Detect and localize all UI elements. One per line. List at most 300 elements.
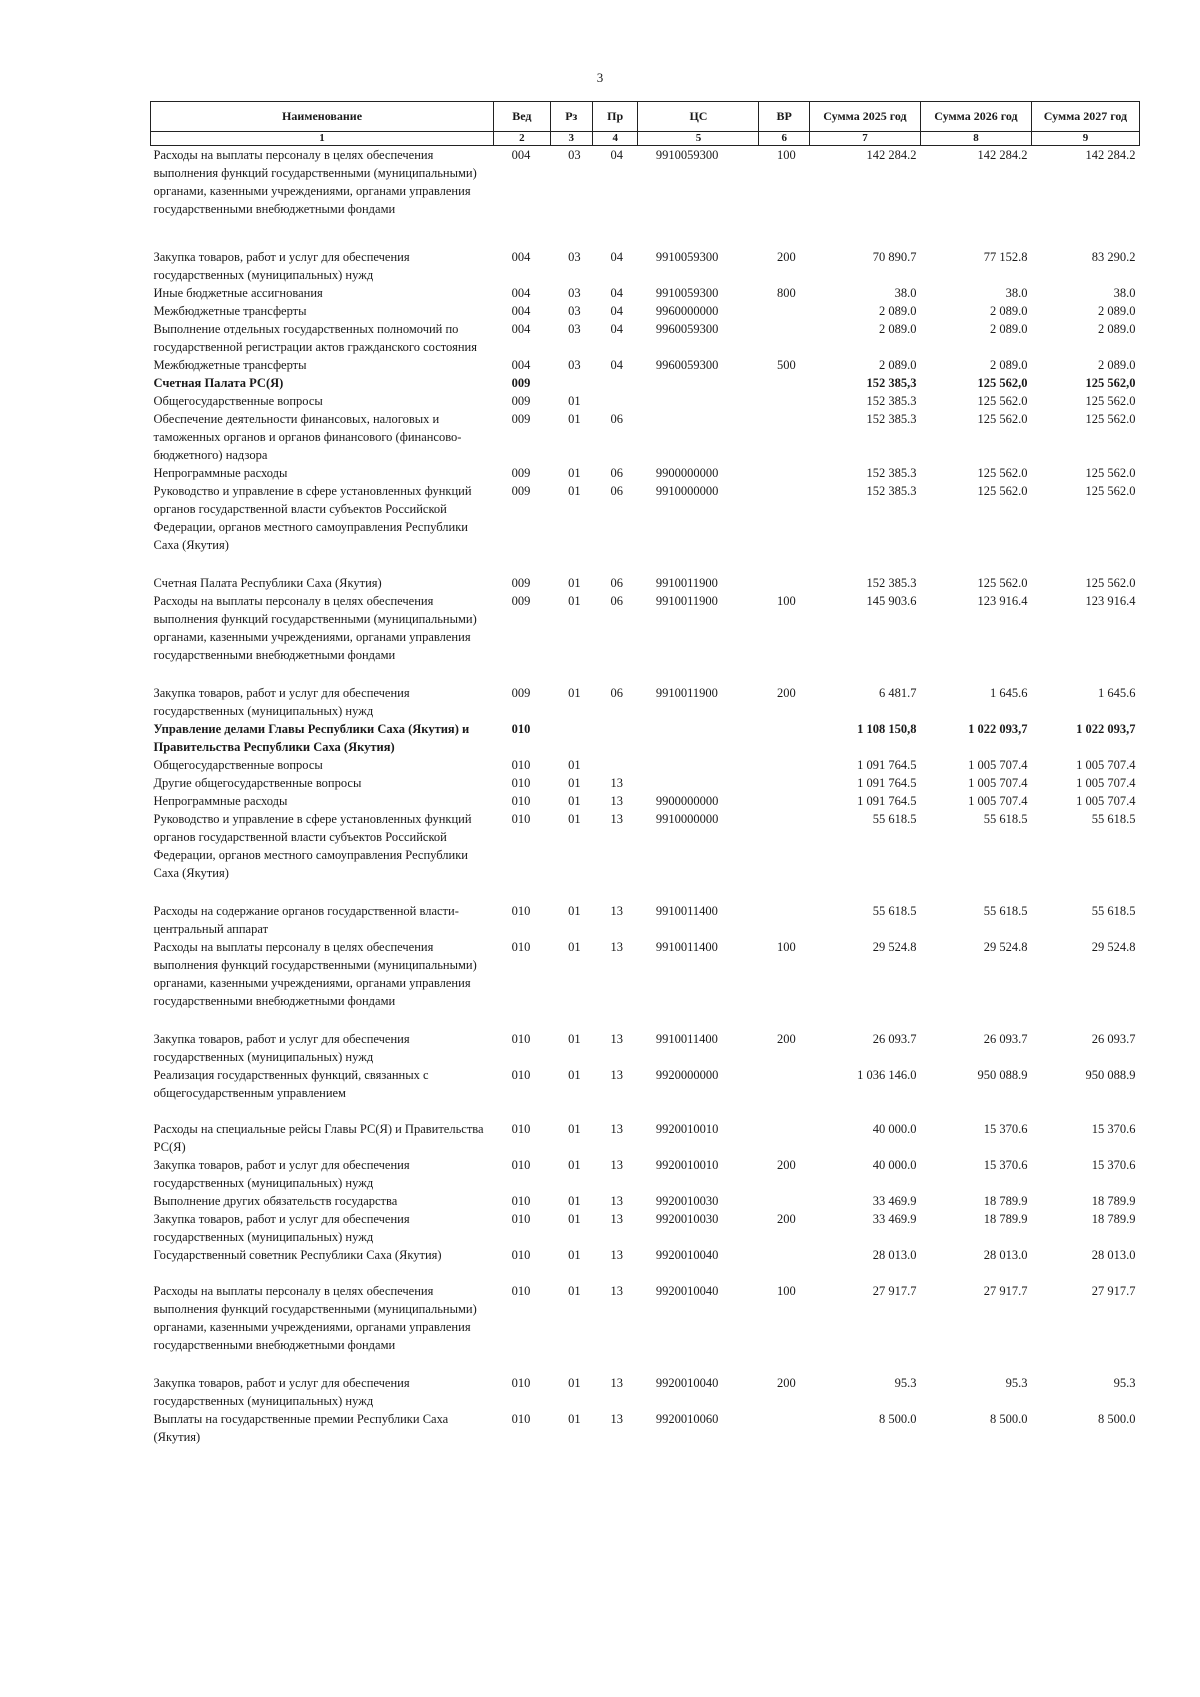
row-cs: 9960059300 [655,322,719,336]
table-header-row [151,102,1140,132]
row-sum-2026: 1 005 707.4 [968,776,1028,790]
row-sum-2025: 1 091 764.5 [857,758,917,772]
row-sum-2026: 55 618.5 [983,812,1028,826]
row-pr [592,392,637,410]
row-sum-2025: 33 469.9 [872,1212,917,1226]
row-ved: 010 [511,1158,531,1172]
row-pr: 06 [610,576,623,590]
row-ved: 010 [511,904,531,918]
row-ved: 010 [511,1194,531,1208]
row-rz: 03 [568,286,581,300]
row-sum-2027: 8 500.0 [1098,1412,1136,1426]
row-pr: 04 [610,304,623,318]
row-rz: 01 [568,1068,581,1082]
table-row [151,482,1140,574]
row-ved: 004 [511,250,531,264]
row-sum-2025: 152 385.3 [866,576,917,590]
row-name: Другие общегосударственные вопросы [153,776,362,790]
row-sum-2026: 125 562.0 [977,576,1028,590]
row-sum-2027: 83 290.2 [1091,250,1136,264]
row-sum-2027: 26 093.7 [1091,1032,1136,1046]
row-ved: 004 [511,148,531,162]
table-row [151,1282,1140,1374]
row-sum-2026: 27 917.7 [983,1284,1028,1298]
row-rz: 01 [568,776,581,790]
row-sum-2026: 15 370.6 [983,1158,1028,1172]
table-row [151,792,1140,810]
row-sum-2025: 8 500.0 [878,1412,917,1426]
column-number: 2 [494,132,551,146]
row-rz: 01 [568,1412,581,1426]
row-sum-2026: 1 645.6 [989,686,1028,700]
row-rz: 01 [568,1376,581,1390]
row-name: Расходы на содержание органов государственной власти- центральный аппарат [153,904,459,936]
row-rz: 03 [568,148,581,162]
column-number: 8 [920,132,1031,146]
table-row [151,1066,1140,1120]
table-row [151,302,1140,320]
row-name: Иные бюджетные ассигнования [153,286,323,300]
row-vr [759,720,809,756]
column-number: 4 [592,132,637,146]
row-pr: 04 [610,250,623,264]
row-pr [592,720,637,756]
row-sum-2025: 27 917.7 [872,1284,917,1298]
row-sum-2025: 2 089.0 [878,358,917,372]
row-pr: 13 [610,1194,623,1208]
column-number: 1 [151,132,494,146]
row-rz: 01 [568,1122,581,1136]
row-sum-2026: 1 005 707.4 [968,794,1028,808]
table-row [151,592,1140,684]
header-pr: Пр [592,102,637,132]
table-row [151,1410,1140,1446]
row-sum-2025: 142 284.2 [866,148,917,162]
row-vr: 100 [776,940,796,954]
row-vr [759,410,809,464]
row-vr: 200 [776,1032,796,1046]
row-sum-2027: 29 524.8 [1091,940,1136,954]
row-pr: 13 [610,794,623,808]
row-cs: 9910000000 [655,812,719,826]
row-sum-2027: 2 089.0 [1098,322,1136,336]
page-number: 3 [596,70,604,85]
row-name: Расходы на выплаты персоналу в целях обеспечения выполнения функций государственными (муниципальными) органами, казенными учреждениями, органами управления государственными внебюджетными фондами [153,940,477,1008]
row-name: Руководство и управление в сфере установленных функций органов государственной власти субъектов Российской Федерации, органов местного самоуправления Республики Саха (Якутия) [153,484,472,552]
row-name: Закупка товаров, работ и услуг для обеспечения государственных (муниципальных) нужд [153,1158,410,1190]
budget-table [150,101,1140,1446]
row-ved: 010 [511,1284,531,1298]
row-ved: 004 [511,286,531,300]
row-name: Расходы на выплаты персоналу в целях обеспечения выполнения функций государственными (муниципальными) органами, казенными учреждениями, органами управления государственными внебюджетными фондами [153,148,477,216]
row-sum-2027: 1 645.6 [1098,686,1136,700]
row-name: Руководство и управление в сфере установленных функций органов государственной власти субъектов Российской Федерации, органов местного самоуправления Республики Саха (Якутия) [153,812,472,880]
row-pr: 13 [610,812,623,826]
row-rz: 01 [568,904,581,918]
row-pr: 13 [610,904,623,918]
row-sum-2025: 152 385.3 [866,394,917,408]
table-row [151,1120,1140,1156]
row-sum-2026: 26 093.7 [983,1032,1028,1046]
row-vr [759,1410,809,1446]
row-sum-2027: 125 562,0 [1085,376,1136,390]
row-pr: 06 [610,484,623,498]
row-sum-2026: 2 089.0 [989,322,1028,336]
row-sum-2026: 125 562.0 [977,412,1028,426]
row-name: Межбюджетные трансферты [153,358,307,372]
row-pr: 06 [610,686,623,700]
row-cs: 9920010060 [655,1412,719,1426]
row-sum-2025: 152 385.3 [866,484,917,498]
row-name: Закупка товаров, работ и услуг для обеспечения государственных (муниципальных) нужд [153,1376,410,1408]
row-cs: 9910011900 [655,576,718,590]
row-ved: 009 [511,394,531,408]
row-pr: 06 [610,466,623,480]
row-sum-2025: 40 000.0 [872,1158,917,1172]
row-cs: 9900000000 [655,794,719,808]
row-sum-2026: 38.0 [1005,286,1028,300]
row-cs: 9960059300 [655,358,719,372]
row-name: Государственный советник Республики Саха (Якутия) [153,1248,442,1262]
row-cs [638,756,759,774]
row-pr: 13 [610,1158,623,1172]
row-rz [550,374,592,392]
row-ved: 010 [511,794,531,808]
row-rz: 01 [568,412,581,426]
row-sum-2026: 95.3 [1005,1376,1028,1390]
row-sum-2025: 2 089.0 [878,322,917,336]
table-row [151,1374,1140,1410]
row-sum-2027: 1 005 707.4 [1076,776,1136,790]
row-pr: 13 [610,1032,623,1046]
table-row [151,464,1140,482]
row-vr: 100 [776,1284,796,1298]
row-name: Выполнение других обязательств государства [153,1194,398,1208]
row-rz: 03 [568,304,581,318]
row-cs: 9910059300 [655,250,719,264]
row-rz: 01 [568,940,581,954]
row-sum-2027: 125 562.0 [1085,576,1136,590]
table-row [151,720,1140,756]
row-ved: 004 [511,304,531,318]
table-row [151,756,1140,774]
row-vr [759,302,809,320]
row-rz: 01 [568,394,581,408]
row-sum-2027: 55 618.5 [1091,904,1136,918]
row-ved: 010 [511,812,531,826]
row-sum-2026: 18 789.9 [983,1212,1028,1226]
table-row [151,410,1140,464]
row-rz: 03 [568,250,581,264]
column-number: 3 [550,132,592,146]
row-vr: 500 [776,358,796,372]
row-sum-2027: 28 013.0 [1091,1248,1136,1262]
row-ved: 009 [511,594,531,608]
row-pr: 04 [610,286,623,300]
row-sum-2025: 1 036 146.0 [857,1068,917,1082]
row-sum-2026: 77 152.8 [983,250,1028,264]
row-cs: 9900000000 [655,466,719,480]
row-sum-2026: 55 618.5 [983,904,1028,918]
row-cs: 9920010040 [655,1248,719,1262]
row-name: Расходы на выплаты персоналу в целях обеспечения выполнения функций государственными (муниципальными) органами, казенными учреждениями, органами управления государственными внебюджетными фондами [153,1284,477,1352]
header-sum-2025: Сумма 2025 год [809,102,920,132]
row-cs [638,392,759,410]
row-cs: 9920010010 [655,1158,719,1172]
row-vr [759,1192,809,1210]
row-sum-2026: 8 500.0 [989,1412,1028,1426]
row-vr [759,392,809,410]
row-rz: 01 [568,1158,581,1172]
row-sum-2027: 95.3 [1113,1376,1136,1390]
row-vr: 200 [776,1376,796,1390]
row-name: Закупка товаров, работ и услуг для обеспечения государственных (муниципальных) нужд [153,250,410,282]
header-sum-2027: Сумма 2027 год [1031,102,1139,132]
row-sum-2025: 70 890.7 [872,250,917,264]
row-sum-2026: 2 089.0 [989,358,1028,372]
row-ved: 004 [511,358,531,372]
row-pr: 06 [610,412,623,426]
table-row [151,1246,1140,1282]
row-sum-2025: 1 108 150,8 [857,722,917,736]
row-sum-2027: 55 618.5 [1091,812,1136,826]
row-sum-2025: 29 524.8 [872,940,917,954]
row-cs: 9960000000 [655,304,719,318]
table-row [151,574,1140,592]
row-sum-2025: 152 385.3 [866,412,917,426]
row-vr [759,774,809,792]
row-pr: 06 [610,594,623,608]
table-row [151,1192,1140,1210]
row-sum-2025: 145 903.6 [866,594,917,608]
row-sum-2027: 1 005 707.4 [1076,794,1136,808]
row-sum-2025: 28 013.0 [872,1248,917,1262]
row-name: Расходы на специальные рейсы Главы РС(Я) и Правительства РС(Я) [153,1122,484,1154]
row-cs: 9920010030 [655,1212,719,1226]
row-name: Закупка товаров, работ и услуг для обеспечения государственных (муниципальных) нужд [153,686,410,718]
row-sum-2026: 125 562.0 [977,466,1028,480]
row-name: Реализация государственных функций, связанных с общегосударственным управлением [153,1068,429,1100]
row-vr [759,1246,809,1282]
row-pr: 13 [610,1376,623,1390]
table-row [151,684,1140,720]
row-pr: 13 [610,1212,623,1226]
row-pr: 13 [610,1122,623,1136]
row-sum-2027: 18 789.9 [1091,1194,1136,1208]
table-row [151,774,1140,792]
row-name: Управление делами Главы Республики Саха (Якутия) и Правительства Республики Саха (Якутия) [153,722,470,754]
row-sum-2027: 2 089.0 [1098,304,1136,318]
row-sum-2027: 15 370.6 [1091,1158,1136,1172]
row-sum-2026: 15 370.6 [983,1122,1028,1136]
row-cs: 9910011900 [655,594,718,608]
row-vr [759,464,809,482]
row-ved: 009 [511,466,531,480]
row-ved: 009 [511,412,531,426]
row-rz: 01 [568,1212,581,1226]
row-pr: 13 [610,1284,623,1298]
row-ved: 010 [511,1122,531,1136]
row-ved: 010 [511,1412,531,1426]
row-cs: 9910011400 [655,1032,718,1046]
row-pr [592,374,637,392]
row-name: Непрограммные расходы [153,466,288,480]
column-number: 6 [759,132,809,146]
row-vr [759,374,809,392]
row-sum-2027: 125 562.0 [1085,394,1136,408]
row-sum-2027: 2 089.0 [1098,358,1136,372]
row-name: Общегосударственные вопросы [153,758,323,772]
header-cs: ЦС [638,102,759,132]
row-cs [638,374,759,392]
row-name: Непрограммные расходы [153,794,288,808]
table-row [151,248,1140,284]
row-pr: 13 [610,1412,623,1426]
row-name: Выплаты на государственные премии Республики Саха (Якутия) [153,1412,449,1444]
row-sum-2027: 125 562.0 [1085,466,1136,480]
row-ved: 010 [511,1376,531,1390]
row-sum-2025: 2 089.0 [878,304,917,318]
column-number: 7 [809,132,920,146]
row-vr [759,1066,809,1120]
row-rz: 01 [568,686,581,700]
row-rz: 01 [568,794,581,808]
header-vr: ВР [759,102,809,132]
row-vr: 200 [776,1212,796,1226]
row-sum-2026: 1 022 093,7 [968,722,1028,736]
row-sum-2026: 125 562,0 [977,376,1028,390]
row-name: Закупка товаров, работ и услуг для обеспечения государственных (муниципальных) нужд [153,1032,410,1064]
table-row [151,284,1140,302]
row-pr: 13 [610,1248,623,1262]
table-row [151,810,1140,902]
row-ved: 010 [511,758,531,772]
row-sum-2026: 28 013.0 [983,1248,1028,1262]
row-ved: 009 [511,576,531,590]
row-cs: 9920010010 [655,1122,719,1136]
row-vr [759,902,809,938]
row-ved: 009 [511,484,531,498]
row-cs: 9910059300 [655,148,719,162]
row-name: Обеспечение деятельности финансовых, налоговых и таможенных органов и органов финансового (финансово-бюджетного) надзора [153,412,462,462]
row-rz: 01 [568,758,581,772]
row-cs: 9920010040 [655,1376,719,1390]
row-rz: 01 [568,576,581,590]
row-sum-2026: 125 562.0 [977,394,1028,408]
row-sum-2027: 125 562.0 [1085,412,1136,426]
table-row [151,938,1140,1030]
row-ved: 010 [511,1248,531,1262]
table-row [151,320,1140,356]
row-vr [759,810,809,902]
row-sum-2026: 123 916.4 [977,594,1028,608]
column-number: 9 [1031,132,1139,146]
row-name: Счетная Палата Республики Саха (Якутия) [153,576,382,590]
row-ved: 009 [511,376,531,390]
row-sum-2027: 950 088.9 [1085,1068,1136,1082]
row-name: Межбюджетные трансферты [153,304,307,318]
row-sum-2027: 142 284.2 [1085,148,1136,162]
row-cs: 9920010030 [655,1194,719,1208]
row-sum-2026: 1 005 707.4 [968,758,1028,772]
row-cs: 9910011400 [655,904,718,918]
table-row [151,902,1140,938]
row-sum-2025: 38.0 [894,286,917,300]
row-rz: 01 [568,466,581,480]
row-pr: 04 [610,322,623,336]
row-sum-2025: 95.3 [894,1376,917,1390]
row-ved: 010 [511,1068,531,1082]
row-sum-2026: 18 789.9 [983,1194,1028,1208]
row-name: Закупка товаров, работ и услуг для обеспечения государственных (муниципальных) нужд [153,1212,410,1244]
row-cs [638,774,759,792]
header-rz: Рз [550,102,592,132]
row-sum-2025: 152 385.3 [866,466,917,480]
row-cs: 9910011400 [655,940,718,954]
row-vr [759,574,809,592]
row-sum-2027: 18 789.9 [1091,1212,1136,1226]
row-sum-2026: 142 284.2 [977,148,1028,162]
row-sum-2025: 152 385,3 [866,376,917,390]
row-ved: 010 [511,1032,531,1046]
row-sum-2027: 38.0 [1113,286,1136,300]
row-pr: 13 [610,776,623,790]
row-ved: 010 [511,776,531,790]
table-body [151,146,1140,1447]
row-pr [592,756,637,774]
row-sum-2026: 125 562.0 [977,484,1028,498]
row-sum-2025: 55 618.5 [872,904,917,918]
row-rz: 03 [568,358,581,372]
row-vr: 200 [776,1158,796,1172]
row-rz [550,720,592,756]
table-row [151,392,1140,410]
header-sum-2026: Сумма 2026 год [920,102,1031,132]
row-sum-2025: 55 618.5 [872,812,917,826]
row-rz: 01 [568,1248,581,1262]
row-cs [638,410,759,464]
row-name: Расходы на выплаты персоналу в целях обеспечения выполнения функций государственными (муниципальными) органами, казенными учреждениями, органами управления государственными внебюджетными фондами [153,594,477,662]
row-vr [759,756,809,774]
row-pr: 04 [610,358,623,372]
row-rz: 01 [568,812,581,826]
row-ved: 010 [511,722,531,736]
row-vr: 200 [776,250,796,264]
row-sum-2027: 123 916.4 [1085,594,1136,608]
row-ved: 004 [511,322,531,336]
table-row [151,146,1140,249]
table-row [151,1210,1140,1246]
column-number-row [151,132,1140,146]
header-name: Наименование [151,102,494,132]
row-pr: 13 [610,940,623,954]
row-pr: 13 [610,1068,623,1082]
row-sum-2025: 33 469.9 [872,1194,917,1208]
row-cs: 9910000000 [655,484,719,498]
table-row [151,1030,1140,1066]
row-sum-2026: 950 088.9 [977,1068,1028,1082]
row-rz: 01 [568,1194,581,1208]
table-row [151,356,1140,374]
row-sum-2027: 1 022 093,7 [1076,722,1136,736]
row-vr [759,1120,809,1156]
row-sum-2025: 26 093.7 [872,1032,917,1046]
table-row [151,1156,1140,1192]
header-ved: Вед [494,102,551,132]
row-rz: 01 [568,1032,581,1046]
row-cs [638,720,759,756]
row-sum-2025: 1 091 764.5 [857,794,917,808]
